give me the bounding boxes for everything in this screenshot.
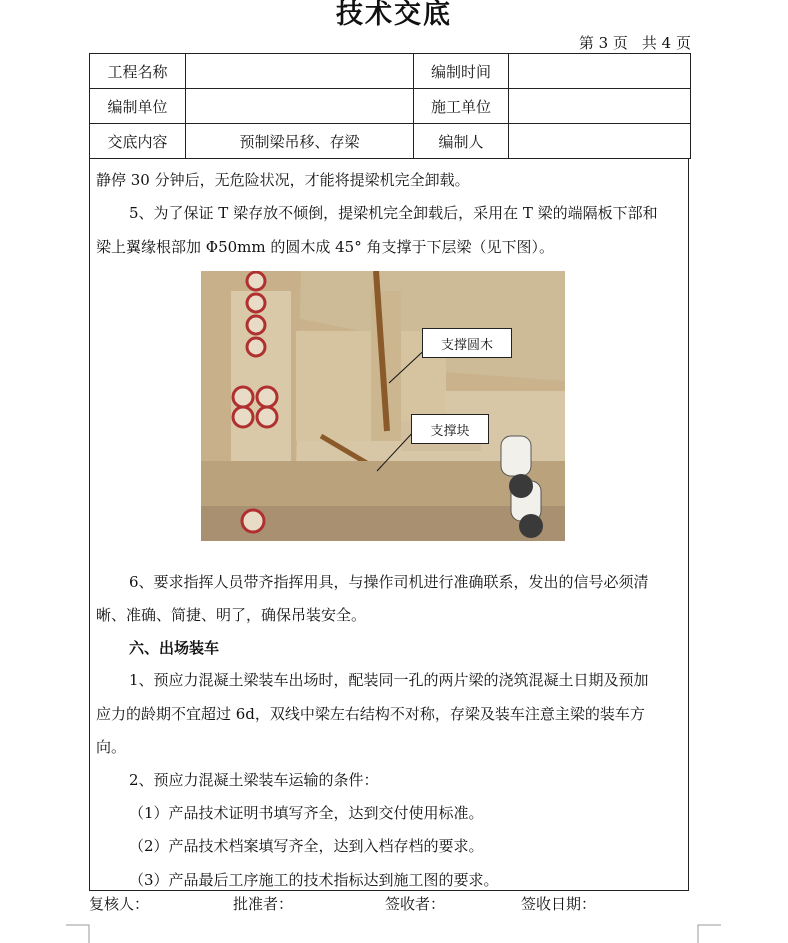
content-label: 交底内容 — [90, 124, 186, 159]
paragraph-2-line-2: 梁上翼缘根部加 Φ50mm 的圆木成 45° 角支撑于下层梁（见下图）。 — [96, 238, 554, 256]
paragraph-2-line-1: 5、为了保证 T 梁存放不倾倒，提梁机完全卸载后，采用在 T 梁的端隔板下部和 — [129, 204, 658, 222]
footer-receiver: 签收者： — [385, 895, 446, 913]
construction-unit-label: 施工单位 — [414, 89, 509, 124]
page-info — [565, 32, 691, 53]
section-heading: 六、出场装车 — [129, 639, 220, 657]
photo-illustration — [201, 271, 565, 541]
content-value: 预制梁吊移、存梁 — [186, 124, 414, 159]
paragraph-3-line-1: 6、要求指挥人员带齐指挥用具，与操作司机进行准确联系，发出的信号必须清 — [129, 573, 649, 591]
compile-time-value — [509, 54, 691, 89]
callout-support-timber: 支撑圆木 — [422, 328, 512, 358]
list-item-1: （1）产品技术证明书填写齐全，达到交付使用标准。 — [129, 804, 484, 822]
paragraph-4-line-1: 1、预应力混凝土梁装车出场时，配装同一孔的两片梁的浇筑混凝土日期及预加 — [129, 671, 649, 689]
paragraph-1: 静停 30 分钟后，无危险状况，才能将提梁机完全卸载。 — [96, 171, 470, 189]
header-row-3 — [90, 124, 691, 159]
page-total: 共 4 页 — [641, 34, 691, 52]
construction-unit-value — [509, 89, 691, 124]
crop-mark-right — [695, 922, 721, 943]
paragraph-3-line-2: 晰、准确、简捷、明了，确保吊装安全。 — [96, 606, 367, 624]
project-name-label: 工程名称 — [90, 54, 186, 89]
project-name-value — [186, 54, 414, 89]
crop-mark-left — [66, 922, 92, 943]
compiler-value — [509, 124, 691, 159]
compile-time-label: 编制时间 — [414, 54, 509, 89]
header-row-1 — [90, 54, 691, 89]
document-title: 技术交底 — [336, 0, 452, 30]
compiler-label: 编制人 — [414, 124, 509, 159]
paragraph-5: 2、预应力混凝土梁装车运输的条件： — [129, 771, 379, 789]
beam-support-photo — [201, 271, 565, 541]
header-row-2 — [90, 89, 691, 124]
page-number: 第 3 页 — [578, 34, 628, 52]
callout-support-block: 支撑块 — [411, 414, 489, 444]
compile-unit-label: 编制单位 — [90, 89, 186, 124]
footer-reviewer: 复核人： — [89, 895, 150, 913]
list-item-3: （3）产品最后工序施工的技术指标达到施工图的要求。 — [129, 871, 499, 889]
compile-unit-value — [186, 89, 414, 124]
footer-receive-date: 签收日期： — [521, 895, 597, 913]
paragraph-4-line-2: 应力的龄期不宜超过 6d，双线中梁左右结构不对称，存梁及装车注意主梁的装车方 — [96, 705, 645, 723]
footer-approver: 批准者： — [233, 895, 294, 913]
paragraph-4-line-3: 向。 — [96, 738, 127, 756]
list-item-2: （2）产品技术档案填写齐全，达到入档存档的要求。 — [129, 837, 484, 855]
header-table — [89, 53, 691, 159]
